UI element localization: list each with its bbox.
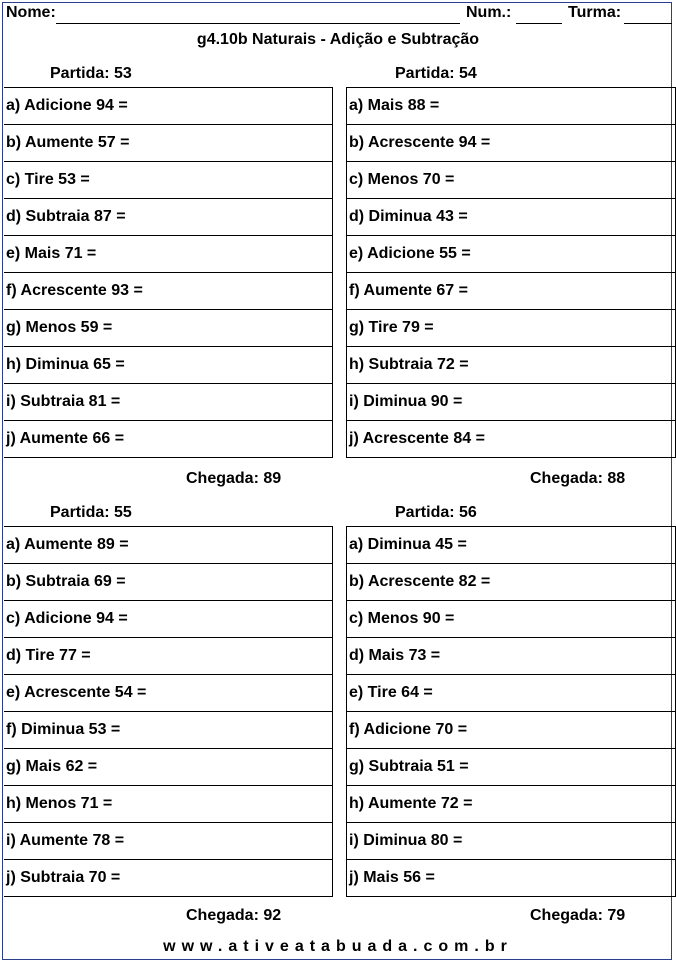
operation-row[interactable]: c) Adicione 94 = [4,601,332,638]
operation-row[interactable]: j) Mais 56 = [347,860,675,897]
operation-row[interactable]: c) Tire 53 = [4,162,332,199]
operation-list [346,526,676,897]
finish-number: 89 [263,470,282,487]
start-number: 53 [114,65,132,82]
operation-row[interactable]: f) Aumente 67 = [347,273,675,310]
operation-row[interactable]: b) Aumente 57 = [4,125,332,162]
operation-row[interactable]: j) Acrescente 84 = [347,421,675,458]
operation-row[interactable]: h) Diminua 65 = [4,347,332,384]
operation-row[interactable]: a) Adicione 94 = [4,88,332,125]
operation-list [4,526,333,897]
operation-row[interactable]: j) Aumente 66 = [4,421,332,458]
number-label: Num.: [466,4,512,21]
start-number: 56 [459,504,477,521]
operation-row[interactable]: d) Tire 77 = [4,638,332,675]
operation-row[interactable]: e) Acrescente 54 = [4,675,332,712]
class-label: Turma: [568,4,622,21]
finish-value: Chegada: 92 [186,907,282,924]
start-value: Partida: 55 [50,504,132,521]
operation-row[interactable]: b) Subtraia 69 = [4,564,332,601]
operation-row[interactable]: a) Mais 88 = [347,88,675,125]
operation-row[interactable]: g) Subtraia 51 = [347,749,675,786]
operation-row[interactable]: i) Diminua 90 = [347,384,675,421]
start-value: Partida: 53 [50,65,132,82]
operation-row[interactable]: f) Diminua 53 = [4,712,332,749]
operation-row[interactable]: h) Subtraia 72 = [347,347,675,384]
finish-value: Chegada: 88 [530,470,626,487]
operation-list [4,87,333,458]
operation-row[interactable]: d) Mais 73 = [347,638,675,675]
finish-number: 88 [607,470,626,487]
operation-row[interactable]: e) Adicione 55 = [347,236,675,273]
operation-list [346,87,676,458]
name-label: Nome: [6,4,56,21]
site-footer[interactable]: www.ativeatabuada.com.br [163,938,513,955]
operation-row[interactable]: i) Aumente 78 = [4,823,332,860]
operation-row[interactable]: h) Menos 71 = [4,786,332,823]
operation-row[interactable]: b) Acrescente 82 = [347,564,675,601]
name-field-line[interactable] [56,23,460,24]
operation-row[interactable]: b) Acrescente 94 = [347,125,675,162]
operation-row[interactable]: j) Subtraia 70 = [4,860,332,897]
finish-number: 92 [263,907,282,924]
operation-row[interactable]: c) Menos 70 = [347,162,675,199]
operation-row[interactable]: a) Aumente 89 = [4,527,332,564]
class-field-line[interactable] [624,23,672,24]
operation-row[interactable]: i) Subtraia 81 = [4,384,332,421]
start-value: Partida: 54 [395,65,477,82]
operation-row[interactable]: h) Aumente 72 = [347,786,675,823]
operation-row[interactable]: f) Acrescente 93 = [4,273,332,310]
operation-row[interactable]: e) Mais 71 = [4,236,332,273]
operation-row[interactable]: c) Menos 90 = [347,601,675,638]
finish-number: 79 [607,907,626,924]
start-number: 55 [114,504,132,521]
operation-row[interactable]: i) Diminua 80 = [347,823,675,860]
operation-row[interactable]: g) Tire 79 = [347,310,675,347]
operation-row[interactable]: d) Diminua 43 = [347,199,675,236]
operation-row[interactable]: d) Subtraia 87 = [4,199,332,236]
number-field-line[interactable] [516,23,562,24]
worksheet-title: g4.10b Naturais - Adição e Subtração [196,31,480,48]
operation-row[interactable]: f) Adicione 70 = [347,712,675,749]
operation-row[interactable]: a) Diminua 45 = [347,527,675,564]
finish-value: Chegada: 79 [530,907,626,924]
operation-row[interactable]: g) Mais 62 = [4,749,332,786]
operation-row[interactable]: e) Tire 64 = [347,675,675,712]
start-value: Partida: 56 [395,504,477,521]
student-header [4,4,672,26]
start-number: 54 [459,65,477,82]
operation-row[interactable]: g) Menos 59 = [4,310,332,347]
finish-value: Chegada: 89 [186,470,282,487]
